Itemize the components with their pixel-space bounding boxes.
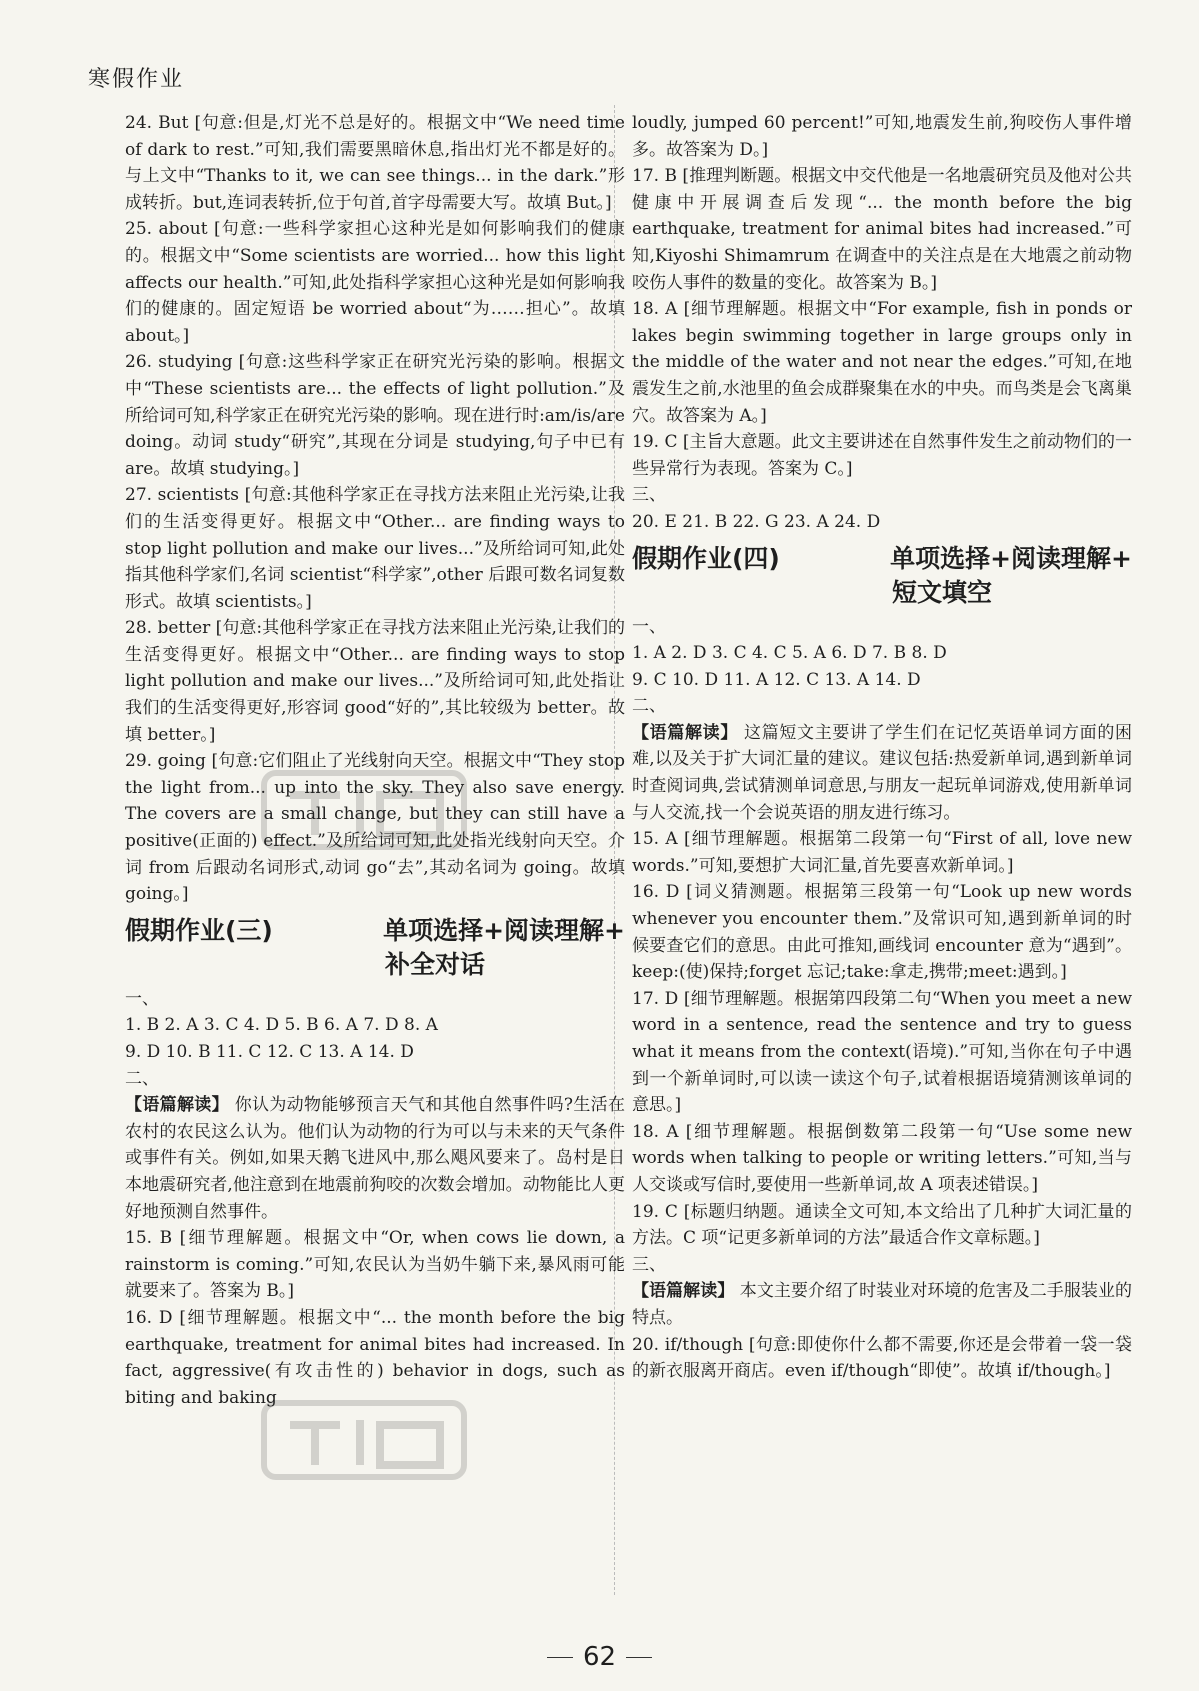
- left-column: [125, 110, 625, 1411]
- answer-paragraph: [632, 826, 1132, 879]
- answer-paragraph: [632, 509, 1132, 536]
- section-heading: [632, 542, 1132, 610]
- answer-paragraph: [632, 1278, 1132, 1331]
- section-title: 假期作业(三): [125, 915, 273, 945]
- section-subtitle-line2: 短文填空: [891, 577, 992, 607]
- answer-paragraph: [125, 1225, 625, 1305]
- answer-paragraph: [632, 667, 1132, 694]
- paragraph-text: 25. about [句意:一些科学家担心这种光是如何影响我们的健康的。根据文中“Some scientists are worried... how this light affects our health.”可知,此处指科学家担心这种光是如何影响我们的健康的。固定短语 be worried about“为……担心”。故填 about。]: [125, 219, 625, 346]
- paragraph-text: 二、: [632, 696, 666, 717]
- paragraph-text: 17. D [细节理解题。根据第四段第二句“When you meet a new word in a sentence, read the sentence and try to guess what it means from the context(语境).”可知,当你在句子中遇到一个新单词时,可以读一读这个句子,试着根据语境猜测该单词的意思。]: [632, 988, 1132, 1116]
- watermark-stamp: [260, 1395, 470, 1485]
- answer-paragraph: [632, 879, 1132, 985]
- watermark-stamp: [260, 765, 470, 855]
- answer-paragraph: [125, 615, 625, 748]
- paragraph-text: 19. C [主旨大意题。此文主要讲述在自然事件发生之前动物们的一些异常行为表现。答案为 C。]: [632, 432, 1132, 479]
- answer-paragraph: [632, 693, 1132, 720]
- section-subtitle: 单项选择+阅读理解+: [890, 543, 1132, 573]
- paragraph-text: 28. better [句意:其他科学家正在寻找方法来阻止光污染,让我们的生活变得更好。根据文中“Other... are finding ways to stop light pollution and make our lives...”及所给词可知,此处指让我们的生活变得更好,形容词 good“好的”,其比较级为 better。故填 better。]: [125, 618, 625, 745]
- paragraph-text: 16. D [细节理解题。根据文中“... the month before the big earthquake, treatment for animal bites had increased. In fact, aggressive(有攻击性的) behavior in dogs, such as biting and baking: [125, 1307, 625, 1408]
- page-number: 62: [582, 1642, 617, 1672]
- passage-analysis-tag: 【语篇解读】: [125, 1095, 229, 1116]
- paragraph-text: 26. studying [句意:这些科学家正在研究光污染的影响。根据文中“These scientists are... the effects of light pollution.”及所给词可知,科学家正在研究光污染的影响。现在进行时:am/is/are doing。动词 study“研究”,其现在分词是 studying,句子中已有 are。故填 studying。]: [125, 352, 625, 479]
- paragraph-text: 18. A [细节理解题。根据倒数第二段第一句“Use some new words when talking to people or writing letters.”可知,当与人交谈或写信时,要使用一些新单词,故 A 项表述错误。]: [632, 1121, 1132, 1195]
- answer-paragraph: [632, 110, 1132, 163]
- right-column: [632, 110, 1132, 1385]
- answer-paragraph: [125, 110, 625, 216]
- paragraph-text: 15. A [细节理解题。根据第二段第一句“First of all, love new words.”可知,要想扩大词汇量,首先要喜欢新单词。]: [632, 829, 1132, 876]
- answer-paragraph: [632, 1332, 1132, 1385]
- section-subtitle-line2: 补全对话: [384, 949, 485, 979]
- answer-paragraph: [632, 1119, 1132, 1199]
- section-title: 假期作业(四): [632, 543, 780, 573]
- paragraph-text: 三、: [632, 1254, 666, 1275]
- answer-paragraph: [125, 216, 625, 349]
- paragraph-text: 1. A 2. D 3. C 4. C 5. A 6. D 7. B 8. D: [632, 643, 947, 664]
- answer-paragraph: [125, 1092, 625, 1225]
- section-subtitle: 单项选择+阅读理解+: [383, 915, 625, 945]
- paragraph-text: 16. D [词义猜测题。根据第三段第一句“Look up new words whenever you encounter them.”及常识可知,遇到新单词的时候要查它们的意思。由此可推知,画线词 encounter 意为“遇到”。keep:(使)保持;forget 忘记;take:拿走,携带;meet:遇到。]: [632, 882, 1132, 983]
- answer-paragraph: [632, 1252, 1132, 1279]
- answer-paragraph: [632, 986, 1132, 1119]
- answer-paragraph: [125, 1039, 625, 1066]
- paragraph-text: 一、: [632, 616, 666, 637]
- answer-paragraph: [632, 720, 1132, 826]
- paragraph-text: 27. scientists [句意:其他科学家正在寻找方法来阻止光污染,让我们的生活变得更好。根据文中“Other... are finding ways to stop light pollution and make our lives...”及所给词可知,此处指其他科学家们,名词 scientist“科学家”,other 后跟可数名词复数形式。故填 scientists。]: [125, 485, 625, 612]
- paragraph-text: 18. A [细节理解题。根据文中“For example, fish in ponds or lakes begin swimming together in large groups only in the middle of the water and not near the edges.”可知,在地震发生之前,水池里的鱼会成群聚集在水的中央。而鸟类是会飞离巢穴。故答案为 A。]: [632, 299, 1132, 426]
- answer-paragraph: [632, 482, 1132, 509]
- paragraph-text: 本文主要介绍了时装业对环境的危害及二手服装业的特点。: [632, 1281, 1133, 1328]
- answer-paragraph: [632, 163, 1132, 296]
- answer-paragraph: [632, 614, 1132, 641]
- answer-paragraph: [125, 1012, 625, 1039]
- passage-analysis-tag: 【语篇解读】: [632, 1281, 735, 1302]
- paragraph-text: 这篇短文主要讲了学生们在记忆英语单词方面的困难,以及关于扩大词汇量的建议。建议包括:热爱新单词,遇到新单词时查阅词典,尝试猜测单词意思,与朋友一起玩单词游戏,使用新单词与人交流,找一个会说英语的朋友进行练习。: [632, 722, 1132, 823]
- paragraph-text: 9. C 10. D 11. A 12. C 13. A 14. D: [632, 669, 921, 690]
- section-heading: [125, 914, 625, 982]
- answer-paragraph: [125, 1066, 625, 1093]
- answer-paragraph: [632, 1199, 1132, 1252]
- paragraph-text: 20. if/though [句意:即使你什么都不需要,你还是会带着一袋一袋的新衣服离开商店。even if/though“即使”。故填 if/though。]: [632, 1334, 1132, 1382]
- answer-paragraph: [632, 296, 1132, 429]
- paragraph-text: 17. B [推理判断题。根据文中交代他是一名地震研究员及他对公共健康中开展调查后发现“... the month before the big earthquake, treatment for animal bites had increased.”可知,Kiyoshi Shimamrum 在调查中的关注点是在大地震之前动物咬伤人事件的数量的变化。故答案为 B。]: [632, 166, 1132, 293]
- paragraph-text: loudly, jumped 60 percent!”可知,地震发生前,狗咬伤人事件增多。故答案为 D。]: [632, 113, 1132, 160]
- answer-paragraph: [125, 349, 625, 482]
- paragraph-text: 19. C [标题归纳题。通读全文可知,本文给出了几种扩大词汇量的方法。C 项“记更多新单词的方法”最适合作文章标题。]: [632, 1201, 1132, 1249]
- paragraph-text: 24. But [句意:但是,灯光不总是好的。根据文中“We need time of dark to rest.”可知,我们需要黑暗休息,指出灯光不都是好的。与上文中“Thanks to it, we can see things... in the dark.”形成转折。but,连词表转折,位于句首,首字母需要大写。故填 But。]: [125, 113, 625, 213]
- answer-paragraph: [632, 429, 1132, 482]
- paragraph-text: 9. D 10. B 11. C 12. C 13. A 14. D: [125, 1042, 414, 1062]
- page-footer: [0, 1642, 1199, 1672]
- paragraph-text: 二、: [125, 1068, 159, 1089]
- paragraph-text: 三、: [632, 485, 666, 506]
- paragraph-text: 29. going [句意:它们阻止了光线射向天空。根据文中“They stop the light from... up into the sky. They also save energy. The covers are a small change, but they can still have a positive(正面的) effect.”及所给词可知,此处指光线射向天空。介词 from 后跟动名词形式,动词 go“去”,其动名词为 going。故填 going。]: [125, 751, 625, 905]
- paragraph-text: 一、: [125, 988, 159, 1009]
- answer-paragraph: [632, 640, 1132, 667]
- page-header: 寒假作业: [88, 67, 185, 92]
- paragraph-text: 20. E 21. B 22. G 23. A 24. D: [632, 511, 881, 532]
- answer-paragraph: [125, 482, 625, 615]
- passage-analysis-tag: 【语篇解读】: [632, 722, 738, 743]
- answer-paragraph: [125, 986, 625, 1013]
- paragraph-text: 1. B 2. A 3. C 4. D 5. B 6. A 7. D 8. A: [125, 1015, 438, 1036]
- paragraph-text: 你认为动物能够预言天气和其他自然事件吗?生活在农村的农民这么认为。他们认为动物的行为可以与未来的天气条件或事件有关。例如,如果天鹅飞进风中,那么飓风要来了。岛村是日本地震研究者,他注意到在地震前狗咬的次数会增加。动物能比人更好地预测自然事件。: [125, 1095, 625, 1222]
- paragraph-text: 15. B [细节理解题。根据文中“Or, when cows lie down, a rainstorm is coming.”可知,农民认为当奶牛躺下来,暴风雨可能就要来了。答案为 B。]: [125, 1228, 625, 1302]
